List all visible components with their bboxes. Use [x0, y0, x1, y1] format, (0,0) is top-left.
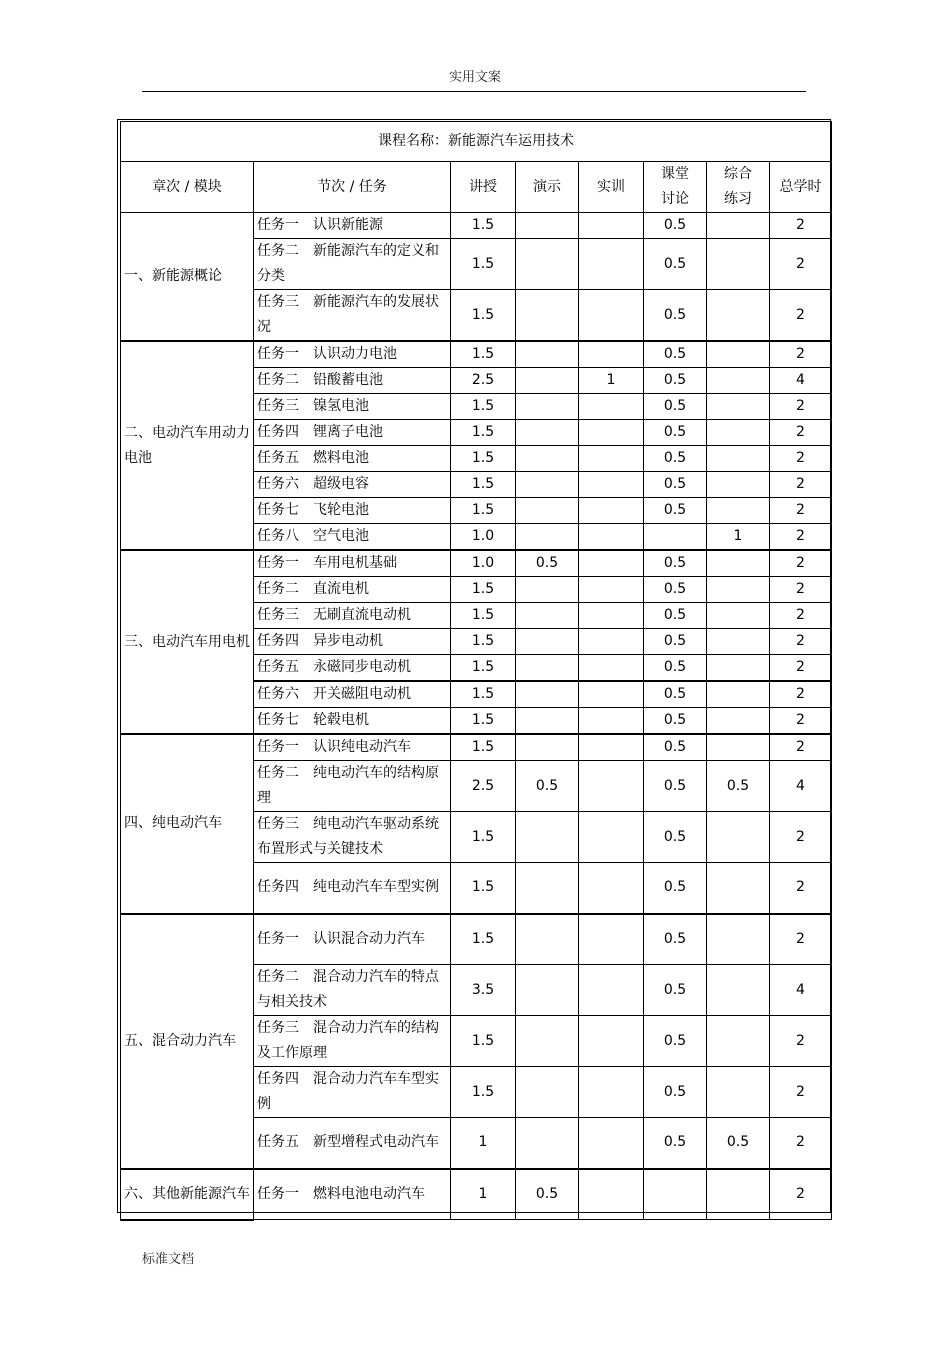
total-cell: 2 — [770, 708, 832, 735]
table-row — [121, 550, 832, 577]
exercise-cell — [707, 239, 770, 290]
demo-cell — [516, 708, 579, 735]
header-total: 总学时 — [770, 162, 832, 213]
discussion-cell — [644, 1169, 707, 1220]
task-cell: 任务七 轮毂电机 — [254, 708, 451, 735]
demo-cell — [516, 655, 579, 682]
lecture-cell: 1.5 — [451, 213, 516, 239]
total-cell: 2 — [770, 472, 832, 498]
task-cell: 任务四 异步电动机 — [254, 629, 451, 655]
lecture-cell: 1.5 — [451, 655, 516, 682]
practice-cell — [579, 290, 644, 342]
header-exercise: 综合练习 — [707, 162, 770, 213]
column-header-row — [121, 162, 832, 213]
practice-cell — [579, 761, 644, 812]
demo-cell: 0.5 — [516, 550, 579, 577]
total-cell: 4 — [770, 761, 832, 812]
task-cell: 任务一 燃料电池电动汽车 — [254, 1169, 451, 1220]
discussion-cell: 0.5 — [644, 1067, 707, 1118]
exercise-cell — [707, 472, 770, 498]
exercise-cell — [707, 446, 770, 472]
task-cell: 任务四 混合动力汽车车型实例 — [254, 1067, 451, 1118]
header-demo: 演示 — [516, 162, 579, 213]
total-cell: 2 — [770, 1169, 832, 1220]
total-cell: 2 — [770, 239, 832, 290]
exercise-cell — [707, 965, 770, 1016]
demo-cell: 0.5 — [516, 1169, 579, 1220]
practice-cell — [579, 239, 644, 290]
practice-cell — [579, 629, 644, 655]
exercise-cell — [707, 498, 770, 524]
practice-cell — [579, 341, 644, 368]
task-cell: 任务一 认识混合动力汽车 — [254, 914, 451, 965]
lecture-cell: 1 — [451, 1169, 516, 1220]
exercise-cell: 0.5 — [707, 761, 770, 812]
demo-cell — [516, 1067, 579, 1118]
practice-cell — [579, 446, 644, 472]
exercise-cell — [707, 290, 770, 342]
lecture-cell: 1 — [451, 1118, 516, 1169]
total-cell: 2 — [770, 629, 832, 655]
task-cell: 任务六 超级电容 — [254, 472, 451, 498]
lecture-cell: 1.5 — [451, 577, 516, 603]
total-cell: 4 — [770, 965, 832, 1016]
practice-cell — [579, 420, 644, 446]
demo-cell — [516, 213, 579, 239]
total-cell: 2 — [770, 213, 832, 239]
chapter-cell: 二、电动汽车用动力电池 — [121, 341, 254, 550]
demo-cell — [516, 603, 579, 629]
lecture-cell: 1.5 — [451, 812, 516, 863]
task-cell: 任务二 铅酸蓄电池 — [254, 368, 451, 394]
table-row — [121, 734, 832, 761]
header-practice: 实训 — [579, 162, 644, 213]
lecture-cell: 3.5 — [451, 965, 516, 1016]
exercise-cell — [707, 655, 770, 682]
task-cell: 任务六 开关磁阻电动机 — [254, 681, 451, 708]
lecture-cell: 1.5 — [451, 498, 516, 524]
discussion-cell: 0.5 — [644, 761, 707, 812]
total-cell: 2 — [770, 1016, 832, 1067]
chapter-cell: 三、电动汽车用电机 — [121, 550, 254, 734]
practice-cell: 1 — [579, 368, 644, 394]
lecture-cell: 1.0 — [451, 550, 516, 577]
total-cell: 2 — [770, 341, 832, 368]
demo-cell — [516, 914, 579, 965]
header-lecture: 讲授 — [451, 162, 516, 213]
total-cell: 2 — [770, 550, 832, 577]
demo-cell — [516, 1016, 579, 1067]
lecture-cell: 1.5 — [451, 394, 516, 420]
demo-cell — [516, 394, 579, 420]
demo-cell — [516, 965, 579, 1016]
total-cell: 2 — [770, 734, 832, 761]
discussion-cell: 0.5 — [644, 213, 707, 239]
total-cell: 2 — [770, 446, 832, 472]
discussion-cell: 0.5 — [644, 290, 707, 342]
practice-cell — [579, 1067, 644, 1118]
demo-cell: 0.5 — [516, 761, 579, 812]
lecture-cell: 1.5 — [451, 290, 516, 342]
practice-cell — [579, 708, 644, 735]
total-cell: 2 — [770, 524, 832, 551]
practice-cell — [579, 914, 644, 965]
lecture-cell: 1.5 — [451, 603, 516, 629]
demo-cell — [516, 681, 579, 708]
practice-cell — [579, 524, 644, 551]
lecture-cell: 1.5 — [451, 472, 516, 498]
discussion-cell: 0.5 — [644, 239, 707, 290]
header-discussion: 课堂讨论 — [644, 162, 707, 213]
lecture-cell: 1.5 — [451, 1016, 516, 1067]
demo-cell — [516, 524, 579, 551]
task-cell: 任务三 纯电动汽车驱动系统布置形式与关键技术 — [254, 812, 451, 863]
practice-cell — [579, 603, 644, 629]
task-cell: 任务三 混合动力汽车的结构及工作原理 — [254, 1016, 451, 1067]
exercise-cell — [707, 914, 770, 965]
total-cell: 2 — [770, 420, 832, 446]
lecture-cell: 2.5 — [451, 761, 516, 812]
practice-cell — [579, 498, 644, 524]
discussion-cell: 0.5 — [644, 681, 707, 708]
header-rule — [142, 91, 806, 92]
exercise-cell — [707, 213, 770, 239]
total-cell: 2 — [770, 1118, 832, 1169]
lecture-cell: 1.5 — [451, 420, 516, 446]
total-cell: 2 — [770, 863, 832, 914]
practice-cell — [579, 812, 644, 863]
chapter-cell: 一、新能源概论 — [121, 213, 254, 342]
total-cell: 4 — [770, 368, 832, 394]
discussion-cell: 0.5 — [644, 368, 707, 394]
task-cell: 任务二 直流电机 — [254, 577, 451, 603]
practice-cell — [579, 550, 644, 577]
exercise-cell — [707, 603, 770, 629]
discussion-cell: 0.5 — [644, 655, 707, 682]
task-cell: 任务八 空气电池 — [254, 524, 451, 551]
exercise-cell — [707, 550, 770, 577]
exercise-cell — [707, 341, 770, 368]
lecture-cell: 1.5 — [451, 734, 516, 761]
practice-cell — [579, 394, 644, 420]
discussion-cell: 0.5 — [644, 812, 707, 863]
total-cell: 2 — [770, 655, 832, 682]
discussion-cell: 0.5 — [644, 629, 707, 655]
discussion-cell: 0.5 — [644, 341, 707, 368]
lecture-cell: 1.5 — [451, 446, 516, 472]
discussion-cell: 0.5 — [644, 965, 707, 1016]
exercise-cell — [707, 1016, 770, 1067]
demo-cell — [516, 290, 579, 342]
exercise-cell — [707, 863, 770, 914]
practice-cell — [579, 1118, 644, 1169]
task-cell: 任务五 永磁同步电动机 — [254, 655, 451, 682]
task-cell: 任务五 燃料电池 — [254, 446, 451, 472]
demo-cell — [516, 368, 579, 394]
practice-cell — [579, 863, 644, 914]
exercise-cell — [707, 629, 770, 655]
lecture-cell: 1.0 — [451, 524, 516, 551]
lecture-cell: 1.5 — [451, 863, 516, 914]
discussion-cell: 0.5 — [644, 550, 707, 577]
demo-cell — [516, 341, 579, 368]
demo-cell — [516, 863, 579, 914]
task-cell: 任务一 认识新能源 — [254, 213, 451, 239]
page-footer: 标准文档 — [142, 1252, 195, 1267]
practice-cell — [579, 1016, 644, 1067]
table-row — [121, 1169, 832, 1220]
discussion-cell: 0.5 — [644, 446, 707, 472]
header-chapter: 章次 / 模块 — [121, 162, 254, 213]
lecture-cell: 1.5 — [451, 1067, 516, 1118]
course-table — [120, 121, 832, 1221]
total-cell: 2 — [770, 681, 832, 708]
discussion-cell — [644, 524, 707, 551]
task-cell: 任务二 新能源汽车的定义和分类 — [254, 239, 451, 290]
lecture-cell: 2.5 — [451, 368, 516, 394]
chapter-cell: 六、其他新能源汽车 — [121, 1169, 254, 1220]
demo-cell — [516, 239, 579, 290]
lecture-cell: 1.5 — [451, 681, 516, 708]
demo-cell — [516, 498, 579, 524]
task-cell: 任务四 锂离子电池 — [254, 420, 451, 446]
total-cell: 2 — [770, 394, 832, 420]
course-title: 课程名称：新能源汽车运用技术 — [121, 122, 832, 162]
lecture-cell: 1.5 — [451, 629, 516, 655]
demo-cell — [516, 629, 579, 655]
demo-cell — [516, 446, 579, 472]
course-table-body — [121, 122, 832, 1220]
total-cell: 2 — [770, 1067, 832, 1118]
discussion-cell: 0.5 — [644, 734, 707, 761]
task-cell: 任务三 无刷直流电动机 — [254, 603, 451, 629]
discussion-cell: 0.5 — [644, 577, 707, 603]
task-cell: 任务三 镍氢电池 — [254, 394, 451, 420]
practice-cell — [579, 734, 644, 761]
task-cell: 任务一 认识纯电动汽车 — [254, 734, 451, 761]
practice-cell — [579, 213, 644, 239]
exercise-cell — [707, 420, 770, 446]
exercise-cell — [707, 577, 770, 603]
exercise-cell — [707, 812, 770, 863]
exercise-cell: 1 — [707, 524, 770, 551]
exercise-cell — [707, 734, 770, 761]
practice-cell — [579, 472, 644, 498]
discussion-cell: 0.5 — [644, 472, 707, 498]
exercise-cell: 0.5 — [707, 1118, 770, 1169]
header-task: 节次 / 任务 — [254, 162, 451, 213]
table-row — [121, 213, 832, 239]
demo-cell — [516, 577, 579, 603]
discussion-cell: 0.5 — [644, 1118, 707, 1169]
total-cell: 2 — [770, 498, 832, 524]
lecture-cell: 1.5 — [451, 708, 516, 735]
page-header: 实用文案 — [448, 70, 501, 85]
practice-cell — [579, 965, 644, 1016]
task-cell: 任务五 新型增程式电动汽车 — [254, 1118, 451, 1169]
practice-cell — [579, 1169, 644, 1220]
exercise-cell — [707, 394, 770, 420]
exercise-cell — [707, 1169, 770, 1220]
discussion-cell: 0.5 — [644, 603, 707, 629]
lecture-cell: 1.5 — [451, 239, 516, 290]
task-cell: 任务四 纯电动汽车车型实例 — [254, 863, 451, 914]
task-cell: 任务一 认识动力电池 — [254, 341, 451, 368]
chapter-cell: 四、纯电动汽车 — [121, 734, 254, 914]
task-cell: 任务三 新能源汽车的发展状况 — [254, 290, 451, 342]
task-cell: 任务七 飞轮电池 — [254, 498, 451, 524]
exercise-cell — [707, 708, 770, 735]
exercise-cell — [707, 1067, 770, 1118]
total-cell: 2 — [770, 290, 832, 342]
table-row — [121, 914, 832, 965]
practice-cell — [579, 681, 644, 708]
discussion-cell: 0.5 — [644, 420, 707, 446]
lecture-cell: 1.5 — [451, 914, 516, 965]
discussion-cell: 0.5 — [644, 914, 707, 965]
table-row — [121, 341, 832, 368]
demo-cell — [516, 812, 579, 863]
demo-cell — [516, 734, 579, 761]
exercise-cell — [707, 368, 770, 394]
practice-cell — [579, 655, 644, 682]
discussion-cell: 0.5 — [644, 498, 707, 524]
discussion-cell: 0.5 — [644, 708, 707, 735]
exercise-cell — [707, 681, 770, 708]
demo-cell — [516, 472, 579, 498]
total-cell: 2 — [770, 812, 832, 863]
demo-cell — [516, 1118, 579, 1169]
task-cell: 任务一 车用电机基础 — [254, 550, 451, 577]
total-cell: 2 — [770, 603, 832, 629]
task-cell: 任务二 混合动力汽车的特点与相关技术 — [254, 965, 451, 1016]
demo-cell — [516, 420, 579, 446]
total-cell: 2 — [770, 577, 832, 603]
total-cell: 2 — [770, 914, 832, 965]
chapter-cell: 五、混合动力汽车 — [121, 914, 254, 1169]
task-cell: 任务二 纯电动汽车的结构原理 — [254, 761, 451, 812]
discussion-cell: 0.5 — [644, 863, 707, 914]
practice-cell — [579, 577, 644, 603]
lecture-cell: 1.5 — [451, 341, 516, 368]
discussion-cell: 0.5 — [644, 1016, 707, 1067]
discussion-cell: 0.5 — [644, 394, 707, 420]
